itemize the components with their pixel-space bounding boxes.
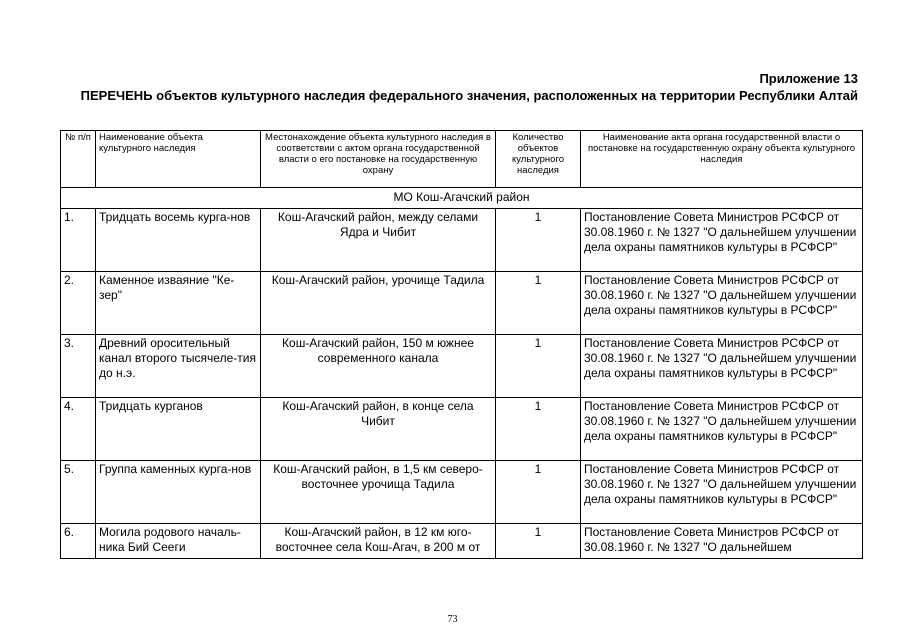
object-name: Тридцать курганов xyxy=(96,398,261,461)
table-row xyxy=(61,461,863,524)
object-count: 1 xyxy=(496,272,581,335)
object-count: 1 xyxy=(496,335,581,398)
protection-act: Постановление Совета Министров РСФСР от 30.08.1960 г. № 1327 "О дальнейшем улучшении дела охраны памятников культуры в РСФСР" xyxy=(581,335,863,398)
page-number: 73 xyxy=(447,614,458,625)
protection-act: Постановление Совета Министров РСФСР от 30.08.1960 г. № 1327 "О дальнейшем xyxy=(581,524,863,559)
heritage-table xyxy=(60,130,863,559)
table-row xyxy=(61,398,863,461)
row-number: 1. xyxy=(61,209,96,272)
district-name: МО Кош-Агачский район xyxy=(61,188,863,209)
district-row xyxy=(61,188,863,209)
row-number: 6. xyxy=(61,524,96,559)
col-act-header: Наименование акта органа государственной власти о постановке на государственную охрану объекта культурного наследия xyxy=(581,131,863,188)
object-name: Каменное изваяние "Ке-зер" xyxy=(96,272,261,335)
document-title: ПЕРЕЧЕНЬ объектов культурного наследия федерального значения, расположенных на территории Республики Алтай xyxy=(80,88,858,103)
protection-act: Постановление Совета Министров РСФСР от 30.08.1960 г. № 1327 "О дальнейшем улучшении дела охраны памятников культуры в РСФСР" xyxy=(581,272,863,335)
protection-act: Постановление Совета Министров РСФСР от 30.08.1960 г. № 1327 "О дальнейшем улучшении дела охраны памятников культуры в РСФСР" xyxy=(581,461,863,524)
protection-act: Постановление Совета Министров РСФСР от 30.08.1960 г. № 1327 "О дальнейшем улучшении дела охраны памятников культуры в РСФСР" xyxy=(581,398,863,461)
object-location: Кош-Агачский район, 150 м южнее современного канала xyxy=(261,335,496,398)
col-name-header: Наименование объекта культурного наследия xyxy=(96,131,261,188)
col-count-header: Количество объектов культурного наследия xyxy=(496,131,581,188)
object-location: Кош-Агачский район, между селами Ядра и Чибит xyxy=(261,209,496,272)
col-number-header: № п/п xyxy=(61,131,96,188)
table-row xyxy=(61,524,863,559)
object-name: Могила родового началь-ника Бий Сееги xyxy=(96,524,261,559)
object-count: 1 xyxy=(496,209,581,272)
appendix-label: Приложение 13 xyxy=(759,71,858,86)
table-row xyxy=(61,335,863,398)
object-name: Древний оросительный канал второго тысячеле-тия до н.э. xyxy=(96,335,261,398)
object-count: 1 xyxy=(496,461,581,524)
row-number: 2. xyxy=(61,272,96,335)
object-name: Тридцать восемь курга-нов xyxy=(96,209,261,272)
protection-act: Постановление Совета Министров РСФСР от 30.08.1960 г. № 1327 "О дальнейшем улучшении дела охраны памятников культуры в РСФСР" xyxy=(581,209,863,272)
table-row xyxy=(61,272,863,335)
row-number: 4. xyxy=(61,398,96,461)
object-name: Группа каменных курга-нов xyxy=(96,461,261,524)
row-number: 5. xyxy=(61,461,96,524)
table-row xyxy=(61,209,863,272)
object-location: Кош-Агачский район, в 1,5 км северо-восточнее урочища Тадила xyxy=(261,461,496,524)
object-location: Кош-Агачский район, урочище Тадила xyxy=(261,272,496,335)
object-location: Кош-Агачский район, в конце села Чибит xyxy=(261,398,496,461)
object-count: 1 xyxy=(496,524,581,559)
table-header-row xyxy=(61,131,863,188)
row-number: 3. xyxy=(61,335,96,398)
object-location: Кош-Агачский район, в 12 км юго-восточнее села Кош-Агач, в 200 м от xyxy=(261,524,496,559)
col-location-header: Местонахождение объекта культурного наследия в соответствии с актом органа государственной власти о его постановке на государственную охрану xyxy=(261,131,496,188)
object-count: 1 xyxy=(496,398,581,461)
